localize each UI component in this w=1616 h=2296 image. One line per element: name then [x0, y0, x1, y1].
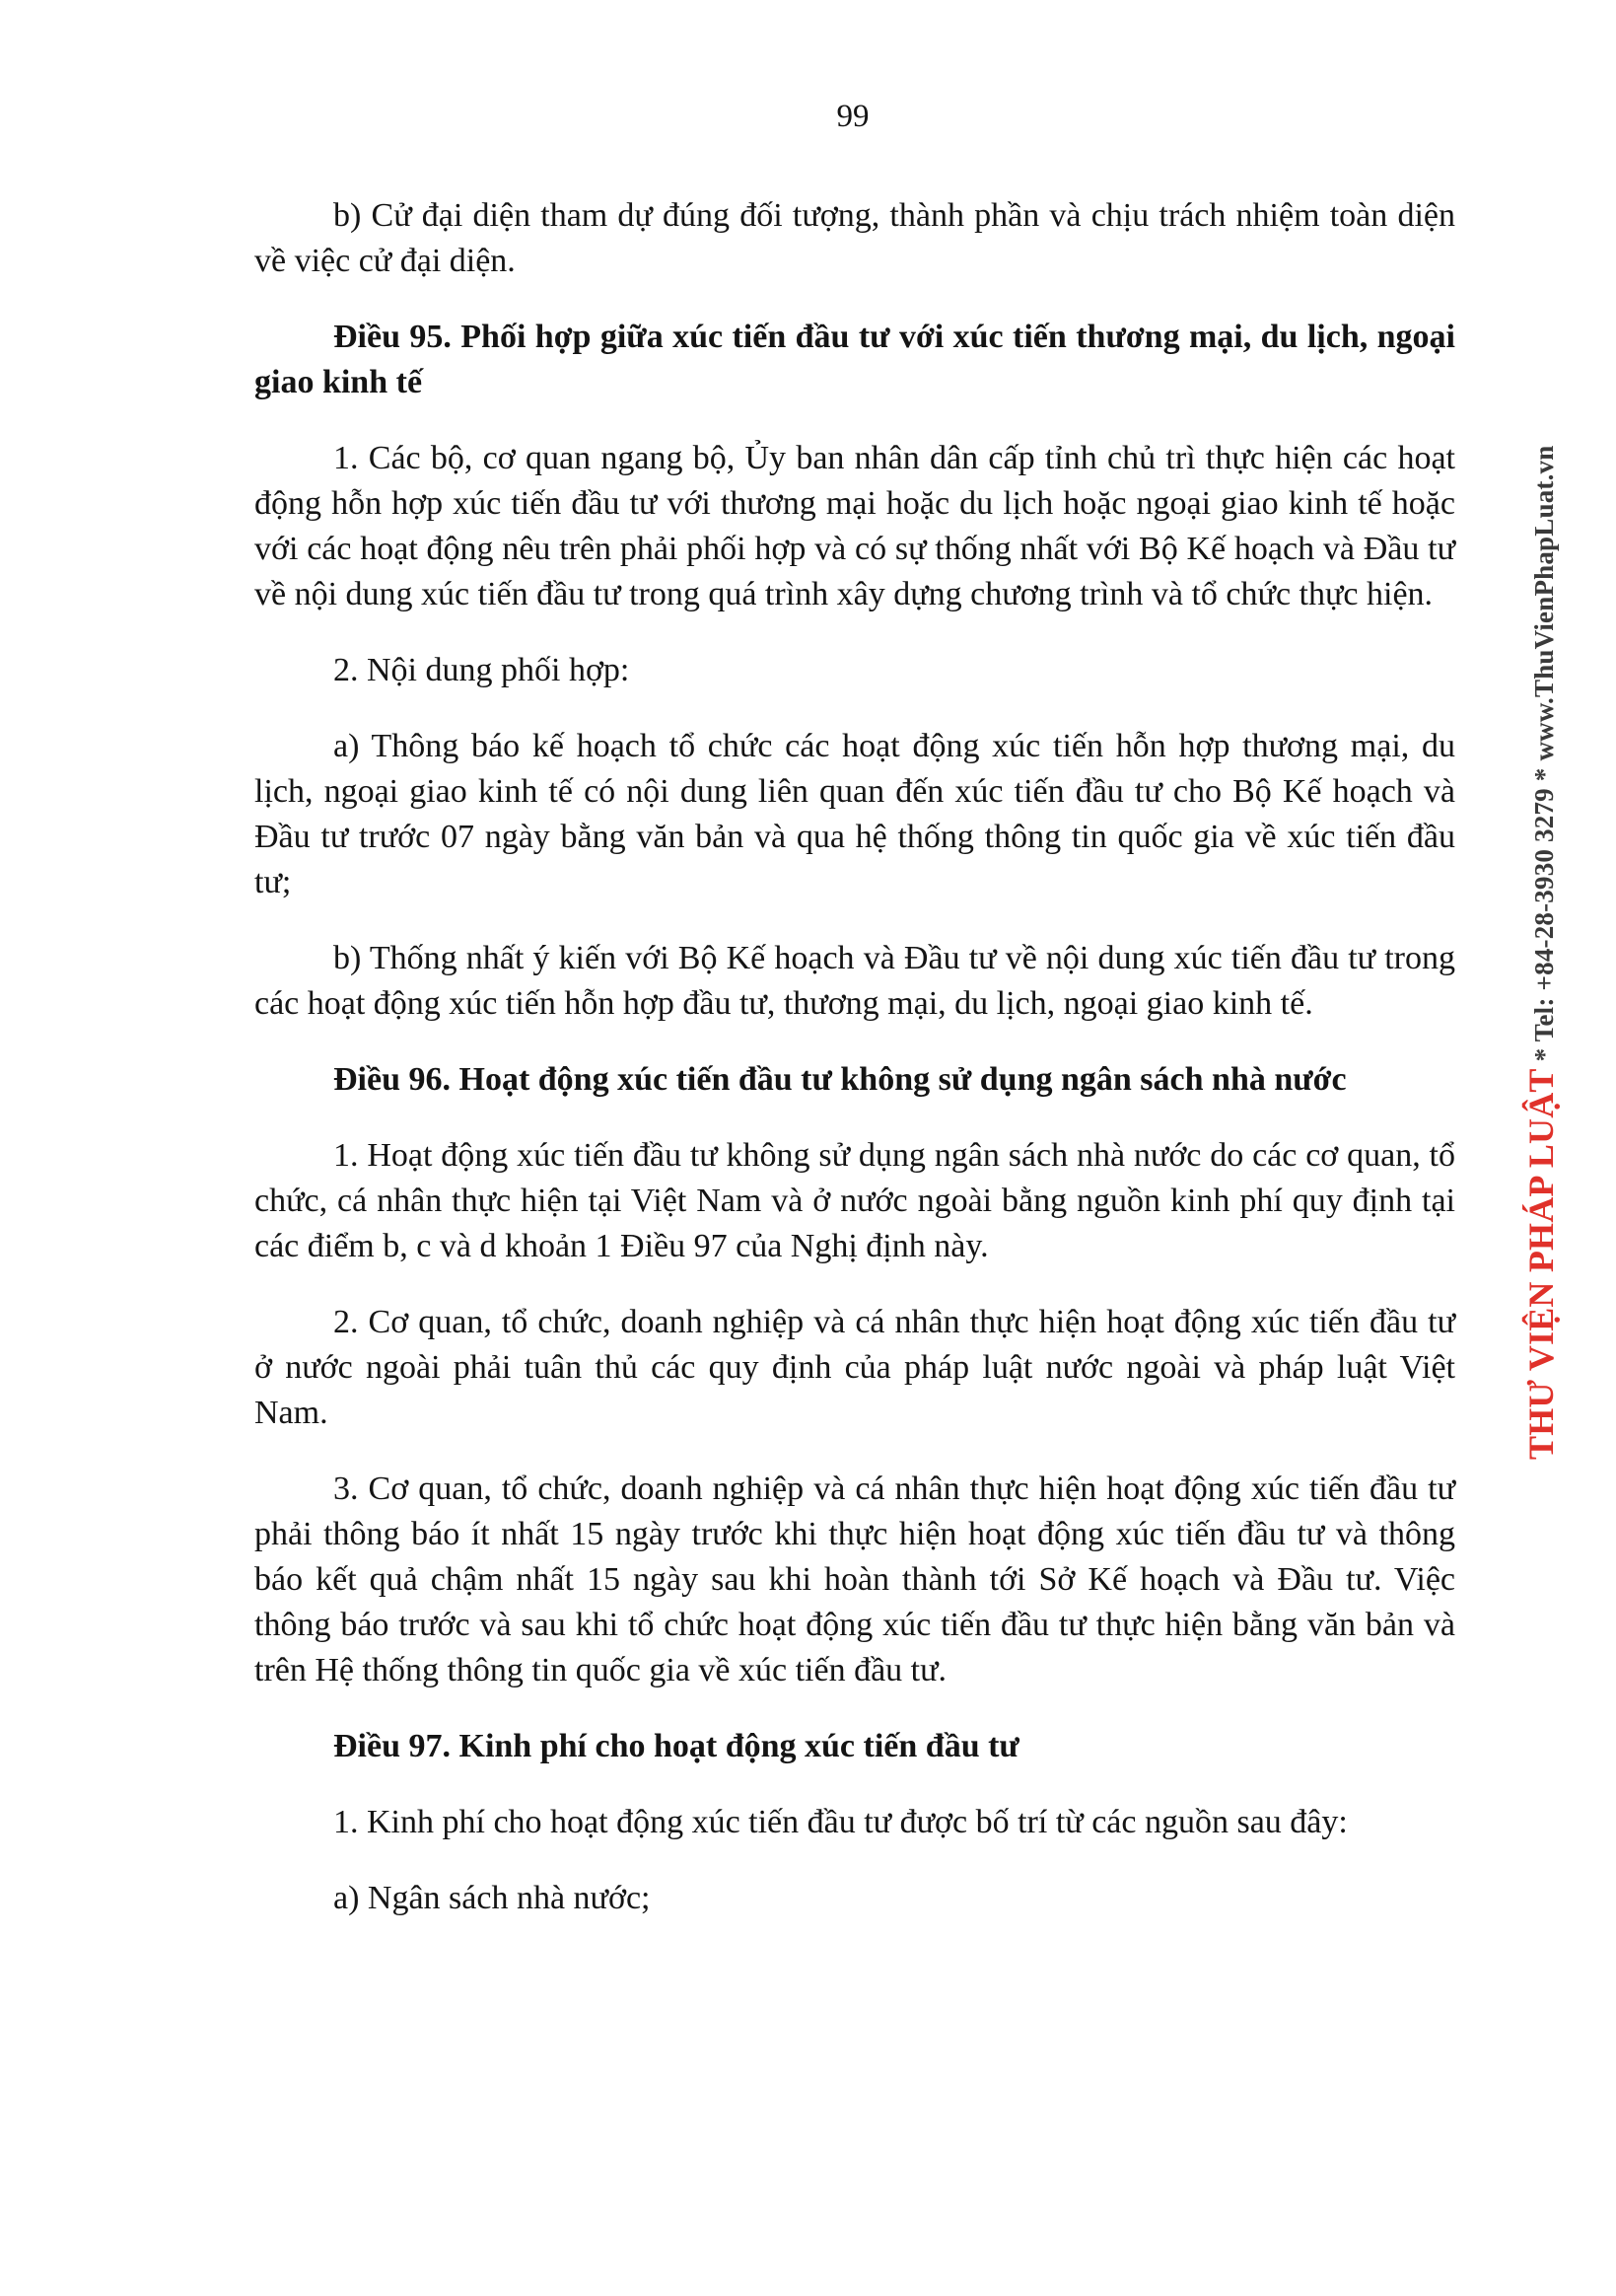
paragraph-97-1: 1. Kinh phí cho hoạt động xúc tiến đầu tư được bố trí từ các nguồn sau đây: [333, 1804, 1348, 1840]
article-95-heading: Điều 95. Phối hợp giữa xúc tiến đầu tư với xúc tiến thương mại, du lịch, ngoại giao kinh tế [254, 319, 1455, 400]
paragraph-94-2b: b) Cử đại diện tham dự đúng đối tượng, thành phần và chịu trách nhiệm toàn diện về việc cử đại diện. [254, 197, 1455, 279]
paragraph-96-2: 2. Cơ quan, tổ chức, doanh nghiệp và cá nhân thực hiện hoạt động xúc tiến đầu tư ở nước ngoài phải tuân thủ các quy định của pháp luật nước ngoài và pháp luật Việt Nam. [254, 1304, 1455, 1431]
watermark-contact: * Tel: +84-28-3930 3279 * www.ThuVienPhapLuat.vn [1529, 445, 1559, 1062]
watermark-name: THƯ VIỆN PHÁP LUẬT [1521, 1068, 1561, 1460]
paragraph-95-2a: a) Thông báo kế hoạch tổ chức các hoạt động xúc tiến hỗn hợp thương mại, du lịch, ngoại giao kinh tế có nội dung liên quan đến xúc tiến đầu tư cho Bộ Kế hoạch và Đầu tư trước 07 ngày bằng văn bản và qua hệ thống thông tin quốc gia về xúc tiến đầu tư; [254, 728, 1455, 900]
paragraph-96-3: 3. Cơ quan, tổ chức, doanh nghiệp và cá nhân thực hiện hoạt động xúc tiến đầu tư phải thông báo ít nhất 15 ngày trước khi thực hiện hoạt động xúc tiến đầu tư và thông báo kết quả chậm nhất 15 ngày sau khi hoàn thành tới Sở Kế hoạch và Đầu tư. Việc thông báo trước và sau khi tổ chức hoạt động xúc tiến đầu tư thực hiện bằng văn bản và trên Hệ thống thông tin quốc gia về xúc tiến đầu tư. [254, 1471, 1455, 1688]
paragraph-95-2: 2. Nội dung phối hợp: [333, 652, 630, 688]
paragraph-96-1: 1. Hoạt động xúc tiến đầu tư không sử dụng ngân sách nhà nước do các cơ quan, tổ chức, cá nhân thực hiện tại Việt Nam và ở nước ngoài bằng nguồn kinh phí quy định tại các điểm b, c và d khoản 1 Điều 97 của Nghị định này. [254, 1137, 1455, 1264]
paragraph-97-1a: a) Ngân sách nhà nước; [333, 1880, 651, 1916]
paragraph-95-2b: b) Thống nhất ý kiến với Bộ Kế hoạch và Đầu tư về nội dung xúc tiến đầu tư trong các hoạt động xúc tiến hỗn hợp đầu tư, thương mại, du lịch, ngoại giao kinh tế. [254, 940, 1455, 1022]
article-97-heading: Điều 97. Kinh phí cho hoạt động xúc tiến đầu tư [333, 1728, 1019, 1764]
paragraph-95-1: 1. Các bộ, cơ quan ngang bộ, Ủy ban nhân dân cấp tỉnh chủ trì thực hiện các hoạt động hỗn hợp xúc tiến đầu tư với thương mại hoặc du lịch hoặc ngoại giao kinh tế hoặc với các hoạt động nêu trên phải phối hợp và có sự thống nhất với Bộ Kế hoạch và Đầu tư về nội dung xúc tiến đầu tư trong quá trình xây dựng chương trình và tổ chức thực hiện. [254, 440, 1455, 612]
document-body [254, 193, 1455, 1952]
page-number: 99 [836, 99, 870, 134]
article-96-heading: Điều 96. Hoạt động xúc tiến đầu tư không sử dụng ngân sách nhà nước [333, 1061, 1347, 1098]
watermark [1520, 445, 1562, 1460]
